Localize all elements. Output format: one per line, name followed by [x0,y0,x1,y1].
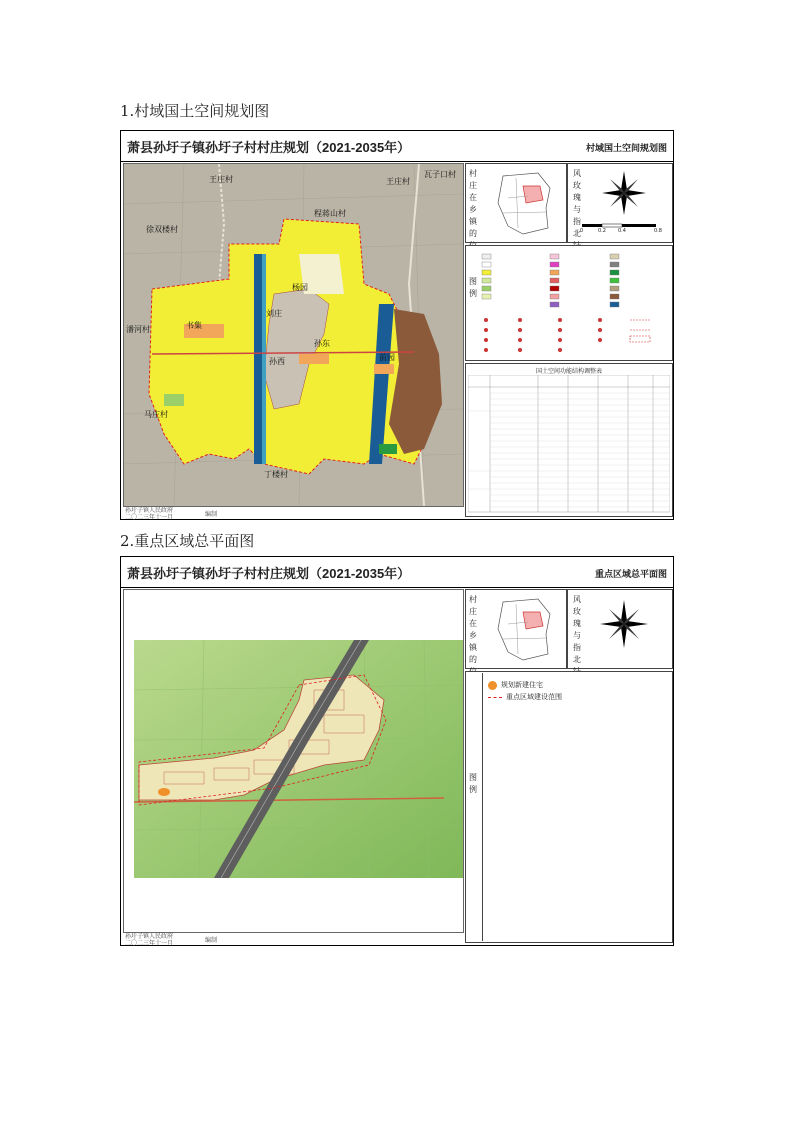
footer-note: 编制 [205,937,218,944]
section-heading-2: 2.重点区域总平面图 [120,532,255,550]
side-panel [465,163,671,517]
compass-box [567,163,673,243]
footer-org: 孙圩子镇人民政府 [125,933,174,940]
stat-table-box [465,363,673,517]
side-panel [465,589,671,943]
compass-label: 风玫瑰与指北 [573,169,581,238]
sheet-title: 萧县孙圩子镇孙圩子村村庄规划（2021-2035年） [127,566,411,581]
legend-box [465,245,673,361]
stat-table-grid [468,375,670,513]
sheet-subtitle: 重点区域总平面图 [594,570,667,580]
site-plan-graphic [124,590,463,932]
place-name: 王庄村 [209,175,233,184]
legend-swatches [480,252,668,356]
legend-divider [482,673,483,941]
location-box [465,589,567,669]
place-name: 杨园 [292,283,308,292]
location-minimap [488,168,558,238]
sheet-subtitle: 村域国土空间规划图 [585,144,667,154]
plan-sheet-1 [120,130,674,520]
footer-note: 编制 [205,511,218,518]
scale-tick: 0 [580,228,584,234]
north-arrow-icon [594,596,654,651]
place-name: 潘河村 [126,325,150,334]
legend-item [488,692,562,702]
place-name: 王庄村 [386,177,410,186]
legend-item-label: 重点区域建设范围 [506,693,562,701]
scale-tick: 0.4 [618,228,626,234]
compass-label: 风玫瑰与指北 [573,595,581,664]
location-label: 村庄在乡镇的 [469,595,477,664]
place-name: 孙东 [314,339,330,348]
footer-date: 二〇二三年十一月 [125,514,174,521]
legend-box [465,671,673,943]
place-name: 刘庄 [266,309,282,318]
sheet-titlebar [121,557,673,588]
sheet-title: 萧县孙圩子镇孙圩子村村庄规划（2021-2035年） [127,140,411,155]
place-name: 程蒋山村 [314,209,346,218]
footer-date: 二〇二三年十一月 [125,940,174,947]
place-name: 孙西 [269,357,285,366]
location-minimap [488,594,558,664]
place-name: 丁楼村 [264,470,288,479]
footer-org: 孙圩子镇人民政府 [125,507,174,514]
village-land-use-map [123,163,464,507]
compass-box [567,589,673,669]
boundary-line-icon [488,697,502,698]
key-area-site-plan [123,589,464,933]
legend-label: 图例 [469,773,477,794]
plan-sheet-2 [120,556,674,946]
place-name: 前园 [379,353,395,362]
location-label: 村庄在乡镇的 [469,169,477,238]
north-arrow-icon [594,168,654,218]
location-box [465,163,567,243]
map-graphic [124,164,463,506]
table-title: 国土空间功能结构调整表 [535,368,602,375]
new-residence-icon [488,681,497,690]
section-heading-1: 1.村域国土空间规划图 [120,102,270,120]
scale-tick: 0.8 [654,228,662,234]
scale-tick: 0.2 [598,228,606,234]
place-name: 书集 [186,321,202,330]
legend-item-label: 规划新建住宅 [501,681,543,689]
place-name: 马庄村 [144,410,168,419]
legend-item [488,680,543,690]
legend-label: 图例 [469,277,477,298]
place-name: 瓦子口村 [424,170,456,179]
place-name: 徐双楼村 [146,225,178,234]
sheet-titlebar [121,131,673,162]
